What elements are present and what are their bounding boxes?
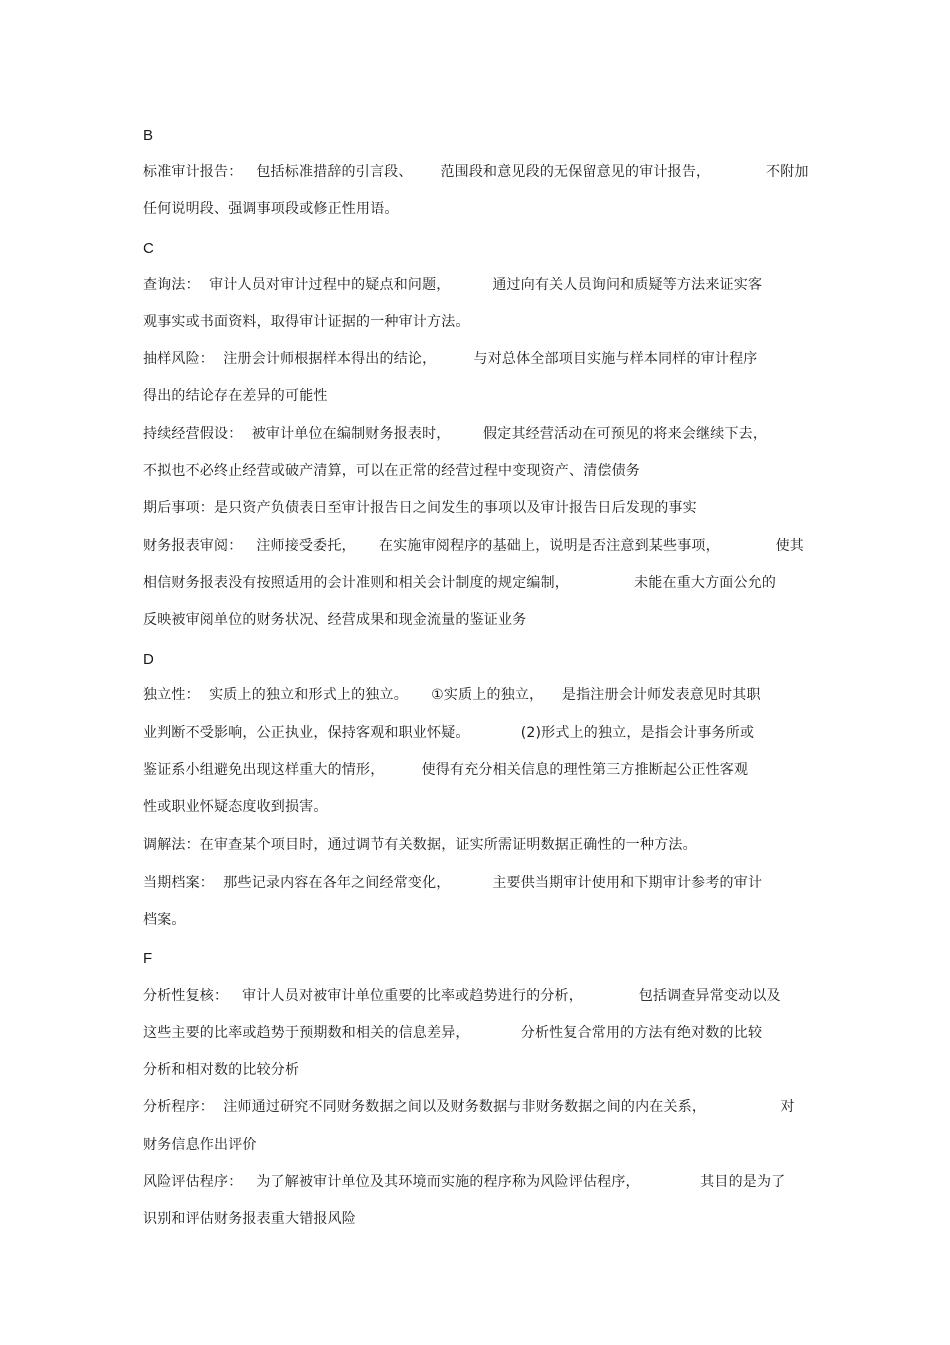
term-risk-assessment-line-2: 识别和评估财务报表重大错报风险 xyxy=(143,1211,356,1227)
term-sampling-risk-line-1: 抽样风险： 注册会计师根据样本得出的结论， 与对总体全部项目实施与样本同样的审计程序 xyxy=(143,351,758,367)
term-sampling-risk-line-2: 得出的结论存在差异的可能性 xyxy=(143,388,328,404)
section-letter-f: F xyxy=(143,950,153,967)
section-letter-d: D xyxy=(143,651,155,668)
term-independence-line-1: 独立性： 实质上的独立和形式上的独立。 ①实质上的独立， 是指注册会计师发表意见时其职 xyxy=(143,687,761,703)
term-inquiry-method-line-1: 查询法： 审计人员对审计过程中的疑点和问题， 通过向有关人员询问和质疑等方法来证实客 xyxy=(143,277,763,293)
term-analytical-procedures-line-2: 财务信息作出评价 xyxy=(143,1137,257,1153)
section-letter-b: B xyxy=(143,127,154,144)
term-analytical-review-line-2: 这些主要的比率或趋势于预期数和相关的信息差异， 分析性复合常用的方法有绝对数的比较 xyxy=(143,1025,763,1041)
term-analytical-procedures-line-1: 分析程序： 注师通过研究不同财务数据之间以及财务数据与非财务数据之间的内在关系， 对 xyxy=(143,1099,795,1115)
term-standard-audit-report-line-2: 任何说明段、强调事项段或修正性用语。 xyxy=(143,201,399,217)
term-independence-line-3: 鉴证系小组避免出现这样重大的情形， 使得有充分相关信息的理性第三方推断起公正性客观 xyxy=(143,762,749,778)
term-financial-review-line-2: 相信财务报表没有按照适用的会计准则和相关会计制度的规定编制， 未能在重大方面公允的 xyxy=(143,575,777,591)
term-going-concern-line-2: 不拟也不必终止经营或破产清算，可以在正常的经营过程中变现资产、清偿债务 xyxy=(143,463,640,479)
term-analytical-review-line-1: 分析性复核： 审计人员对被审计单位重要的比率或趋势进行的分析， 包括调查异常变动以及 xyxy=(143,988,781,1004)
term-reconciliation-method: 调解法：在审查某个项目时，通过调节有关数据，证实所需证明数据正确性的一种方法。 xyxy=(143,837,697,853)
term-inquiry-method-line-2: 观事实或书面资料，取得审计证据的一种审计方法。 xyxy=(143,314,470,330)
term-current-file-line-1: 当期档案： 那些记录内容在各年之间经常变化， 主要供当期审计使用和下期审计参考的审计 xyxy=(143,875,763,891)
term-current-file-line-2: 档案。 xyxy=(143,912,186,928)
term-independence-line-2: 业判断不受影响，公正执业，保持客观和职业怀疑。 (2)形式上的独立，是指会计事务所或 xyxy=(143,725,755,741)
term-going-concern-line-1: 持续经营假设： 被审计单位在编制财务报表时， 假定其经营活动在可预见的将来会继续下去， xyxy=(143,426,768,442)
section-letter-c: C xyxy=(143,240,155,257)
term-standard-audit-report-line-1: 标准审计报告： 包括标准措辞的引言段、 范围段和意见段的无保留意见的审计报告， 不附加 xyxy=(143,164,809,180)
term-financial-review-line-3: 反映被审阅单位的财务状况、经营成果和现金流量的鉴证业务 xyxy=(143,612,527,628)
term-financial-review-line-1: 财务报表审阅： 注师接受委托， 在实施审阅程序的基础上，说明是否注意到某些事项， 使其 xyxy=(143,538,805,554)
term-independence-line-4: 性或职业怀疑态度收到损害。 xyxy=(143,799,328,815)
term-analytical-review-line-3: 分析和相对数的比较分析 xyxy=(143,1062,300,1078)
term-subsequent-events: 期后事项：是只资产负债表日至审计报告日之间发生的事项以及审计报告日后发现的事实 xyxy=(143,500,697,516)
term-risk-assessment-line-1: 风险评估程序： 为了解被审计单位及其环境而实施的程序称为风险评估程序， 其目的是为了 xyxy=(143,1174,786,1190)
